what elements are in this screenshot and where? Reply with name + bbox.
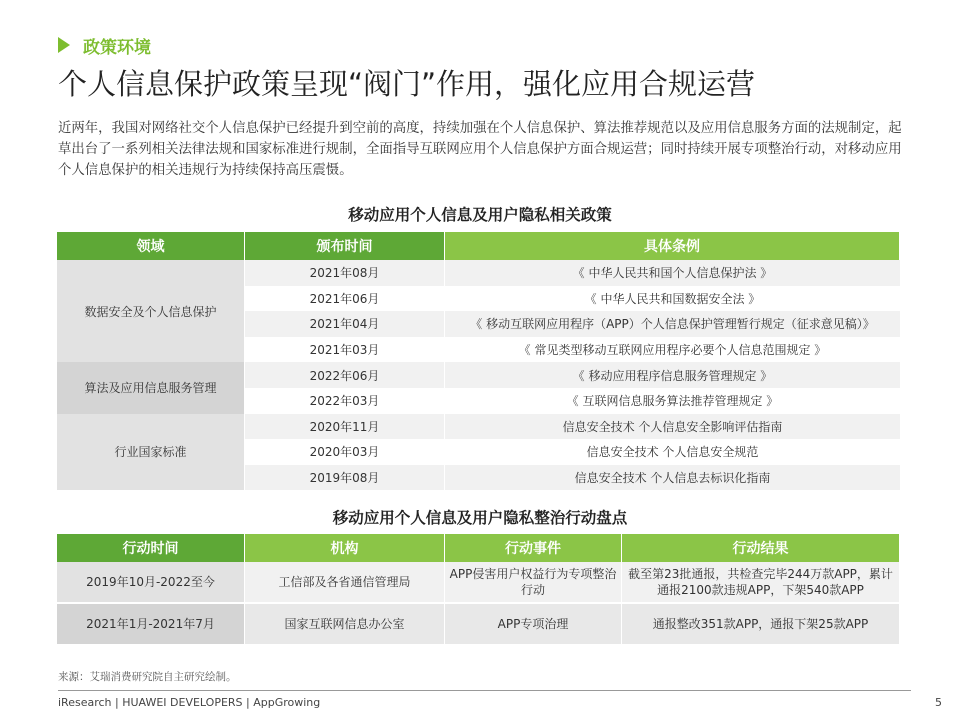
date-cell: 2020年03月 (245, 439, 445, 465)
header-action-result: 行动结果 (622, 534, 900, 562)
regulation-cell: 《 移动应用程序信息服务管理规定 》 (445, 362, 900, 388)
footer-divider (58, 690, 911, 691)
action-event-cell: APP侵害用户权益行为专项整治行动 (445, 562, 622, 604)
play-triangle-icon (58, 37, 70, 53)
page-title: 个人信息保护政策呈现“阀门”作用，强化应用合规运营 (58, 67, 756, 101)
header-regulation: 具体条例 (445, 232, 900, 260)
regulation-cell: 《 常见类型移动互联网应用程序必要个人信息范围规定 》 (445, 337, 900, 363)
header-action-event: 行动事件 (445, 534, 622, 562)
date-cell: 2021年04月 (245, 311, 445, 337)
policy-table-title: 移动应用个人信息及用户隐私相关政策 (348, 206, 612, 224)
action-event-cell: APP专项治理 (445, 604, 622, 644)
domain-cell: 算法及应用信息服务管理 (57, 362, 245, 413)
source-note: 来源：艾瑞消费研究院自主研究绘制。 (58, 671, 237, 683)
date-cell: 2022年06月 (245, 362, 445, 388)
regulation-cell: 《 中华人民共和国个人信息保护法 》 (445, 260, 900, 286)
action-result-cell: 截至第23批通报，共检查完毕244万款APP，累计通报2100款违规APP，下架540款APP (622, 562, 900, 604)
date-cell: 2019年08月 (245, 465, 445, 491)
regulation-cell: 《 移动互联网应用程序（APP）个人信息保护管理暂行规定（征求意见稿）》 (445, 311, 900, 337)
action-table-header (57, 534, 900, 562)
page-number: 5 (935, 696, 942, 709)
action-time-cell: 2021年1月-2021年7月 (57, 604, 245, 644)
date-cell: 2021年06月 (245, 286, 445, 312)
date-cell: 2021年08月 (245, 260, 445, 286)
policy-table (57, 232, 900, 490)
date-cell: 2021年03月 (245, 337, 445, 363)
policy-table-header (57, 232, 900, 260)
domain-cell: 行业国家标准 (57, 414, 245, 491)
action-table (57, 534, 900, 644)
section-label: 政策环境 (83, 37, 151, 58)
regulation-cell: 信息安全技术 个人信息安全影响评估指南 (445, 414, 900, 440)
domain-cell: 数据安全及个人信息保护 (57, 260, 245, 362)
intro-paragraph: 近两年，我国对网络社交个人信息保护已经提升到空前的高度，持续加强在个人信息保护、算法推荐规范以及应用信息服务方面的法规制定，起草出台了一系列相关法律法规和国家标准进行规制，全面指导互联网应用个人信息保护方面合规运营；同时持续开展专项整治行动，对移动应用个人信息保护的相关违规行为持续保持高压震慑。 (58, 121, 902, 178)
header-date: 颁布时间 (245, 232, 445, 260)
table-row (57, 260, 900, 286)
header-organization: 机构 (245, 534, 445, 562)
table-row (57, 362, 900, 388)
organization-cell: 工信部及各省通信管理局 (245, 562, 445, 604)
action-time-cell: 2019年10月-2022至今 (57, 562, 245, 604)
action-result-cell: 通报整改351款APP，通报下架25款APP (622, 604, 900, 644)
regulation-cell: 信息安全技术 个人信息安全规范 (445, 439, 900, 465)
header-action-time: 行动时间 (57, 534, 245, 562)
footer-brands: iResearch | HUAWEI DEVELOPERS | AppGrowing (58, 696, 321, 709)
date-cell: 2020年11月 (245, 414, 445, 440)
table-row (57, 414, 900, 440)
regulation-cell: 《 中华人民共和国数据安全法 》 (445, 286, 900, 312)
regulation-cell: 《 互联网信息服务算法推荐管理规定 》 (445, 388, 900, 414)
date-cell: 2022年03月 (245, 388, 445, 414)
table-row (57, 604, 900, 644)
organization-cell: 国家互联网信息办公室 (245, 604, 445, 644)
action-table-title: 移动应用个人信息及用户隐私整治行动盘点 (332, 509, 628, 527)
table-row (57, 562, 900, 604)
regulation-cell: 信息安全技术 个人信息去标识化指南 (445, 465, 900, 491)
section-tag (58, 34, 151, 56)
header-domain: 领域 (57, 232, 245, 260)
